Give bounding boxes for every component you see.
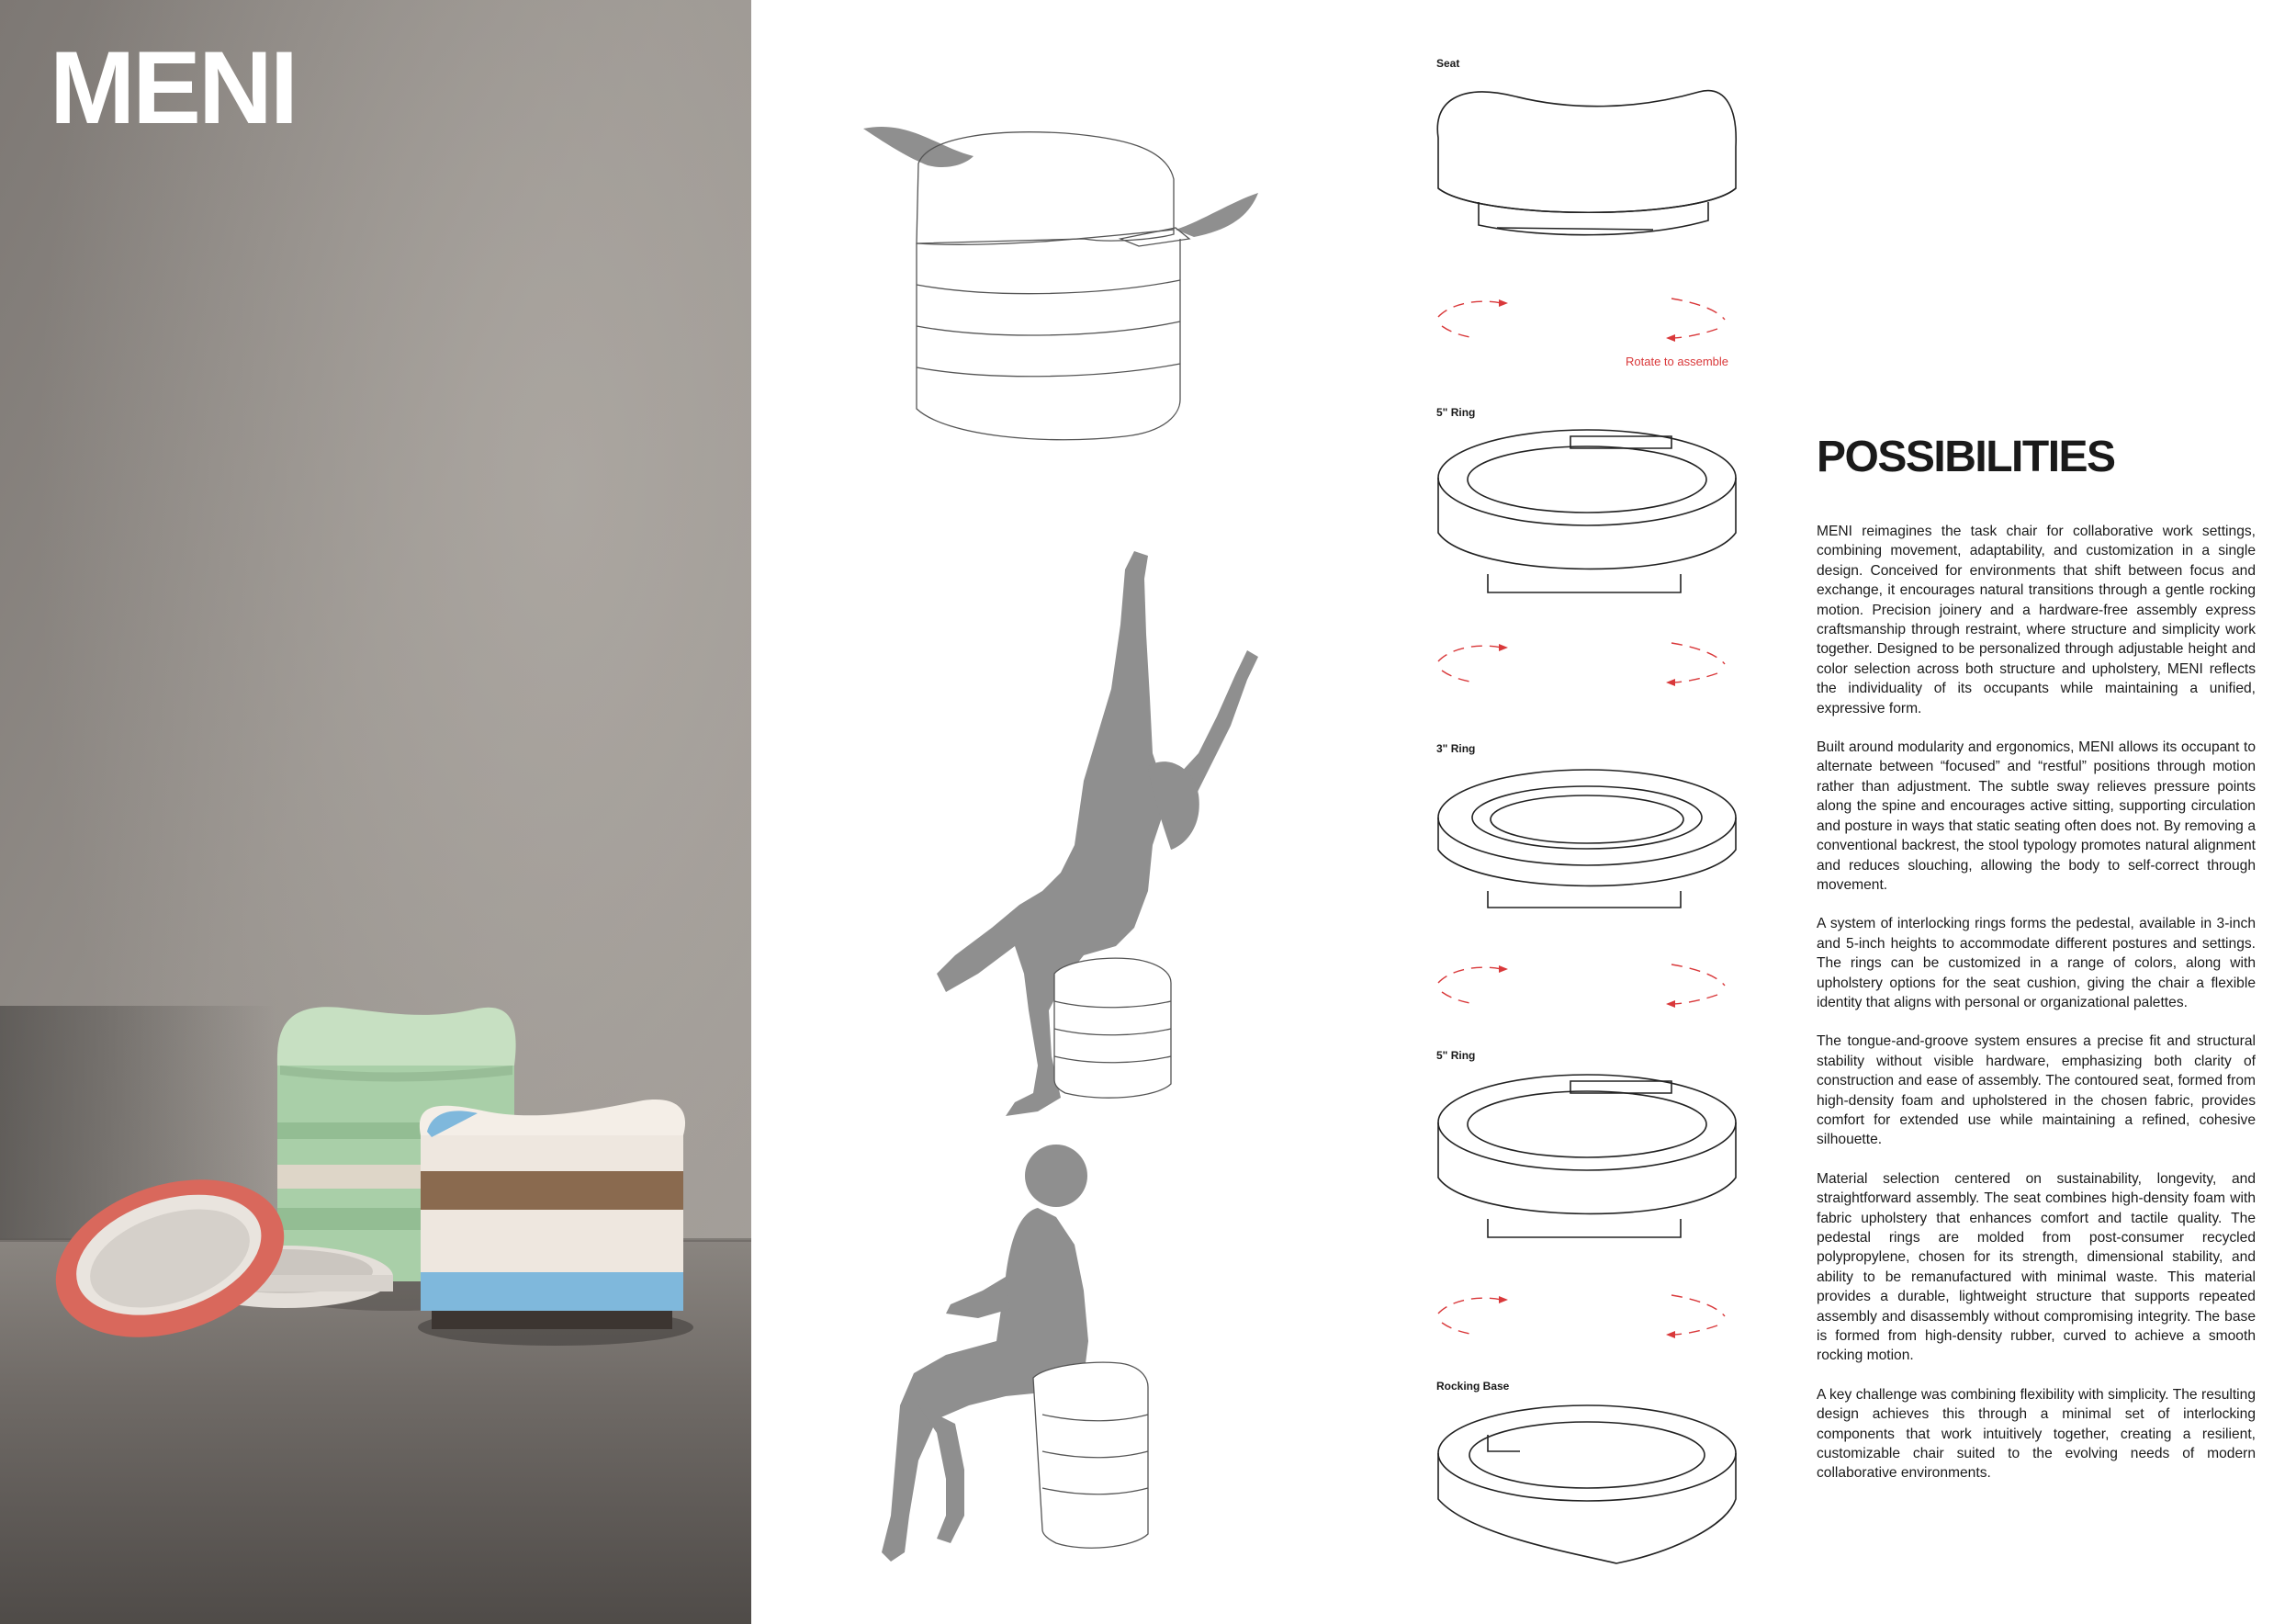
rotate-arrows-2 [1433, 629, 1745, 694]
body-text [1817, 522, 2256, 1503]
part-label-ring-5: 5" Ring [1436, 406, 1476, 419]
paragraph: MENI reimagines the task chair for collaborative work settings, combining movement, adaptability, and customization in a single design. Conceived for environments that shift between focus and exchange, it encourages natural transitions through a gentle rocking motion. Precision joinery and a hardware-free assembly express craftsmanship through restraint, where structure and simplicity work together. Designed to be personalized through adjustable height and color selection across both structure and upholstery, MENI reflects the individuality of its occupants while maintaining a unified, expressive form. [1817, 524, 2256, 716]
seat-drawing [1433, 73, 1745, 285]
paragraph: The tongue-and-groove system ensures a precise fit and structural stability without visible hardware, emphasizing both clarity of construction and ease of assembly. The contoured seat, formed from high-density foam and upholstered in the chosen fabric, provides comfort for extended use while maintaining a refined, cohesive silhouette. [1817, 1033, 2256, 1148]
rotate-note: Rotate to assemble [1626, 355, 1729, 368]
rotate-arrows-1 [1433, 285, 1745, 349]
ring-3-drawing [1433, 762, 1745, 928]
ring-5-drawing [1433, 423, 1745, 634]
section-title: POSSIBILITIES [1817, 433, 2115, 481]
rocking-base-drawing [1433, 1398, 1745, 1582]
part-label-rocking-base: Rocking Base [1436, 1380, 1510, 1393]
brand-title: MENI [50, 30, 296, 145]
exploded-parts [1414, 46, 1782, 1589]
paragraph: A system of interlocking rings forms the pedestal, available in 3-inch and 5-inch heights to accommodate different postures and settings. The rings can be customized in a range of colors, along with upholstery options for the seat cushion, giving the chair a flexible identity that aligns with personal or organizational palettes. [1817, 916, 2256, 1010]
product-render [0, 0, 751, 1624]
part-label-seat: Seat [1436, 57, 1460, 70]
illustrations [808, 92, 1322, 1607]
part-label-ring-3: 3" Ring [1436, 742, 1476, 755]
paragraph: Built around modularity and ergonomics, MENI allows its occupant to alternate between “focused” and “restful” positions through motion rather than adjustment. The subtle sway relieves pressure points along the spine and encourages active sitting, supporting circulation and posture in ways that static seating often does not. By removing a conventional backrest, the stool typology promotes natural alignment and reduces slouching, allowing the body to self-correct through movement. [1817, 739, 2256, 893]
part-label-ring-5b: 5" Ring [1436, 1049, 1476, 1062]
stretching-figure-illustration [808, 542, 1322, 1139]
paragraph: Material selection centered on sustainability, longevity, and straightforward assembly. The seat combines high-density foam with fabric upholstery that enhances comfort and tactile quality. The pedestal rings are molded from post-consumer recycled polypropylene, chosen for its strength, dimensional stability, and ability to be remanufactured with minimal waste. This material provides a durable, lightweight structure that supports repeated assembly and disassembly without compromising integrity. The base is formed from high-density rubber, curved to achieve a smooth rocking motion. [1817, 1170, 2256, 1364]
seated-phone-figure-illustration [808, 1130, 1322, 1607]
rotate-arrows-3 [1433, 951, 1745, 1015]
paragraph: A key challenge was combining flexibility with simplicity. The resulting design achieves this through a minimal set of interlocking components that work intuitively together, creating a resilient, customizable chair suited to the evolving needs of modern collaborative environments. [1817, 1386, 2256, 1482]
rotate-arrows-4 [1433, 1281, 1745, 1346]
ring-5b-drawing [1433, 1067, 1745, 1279]
wireframe-stool-illustration [808, 92, 1322, 478]
